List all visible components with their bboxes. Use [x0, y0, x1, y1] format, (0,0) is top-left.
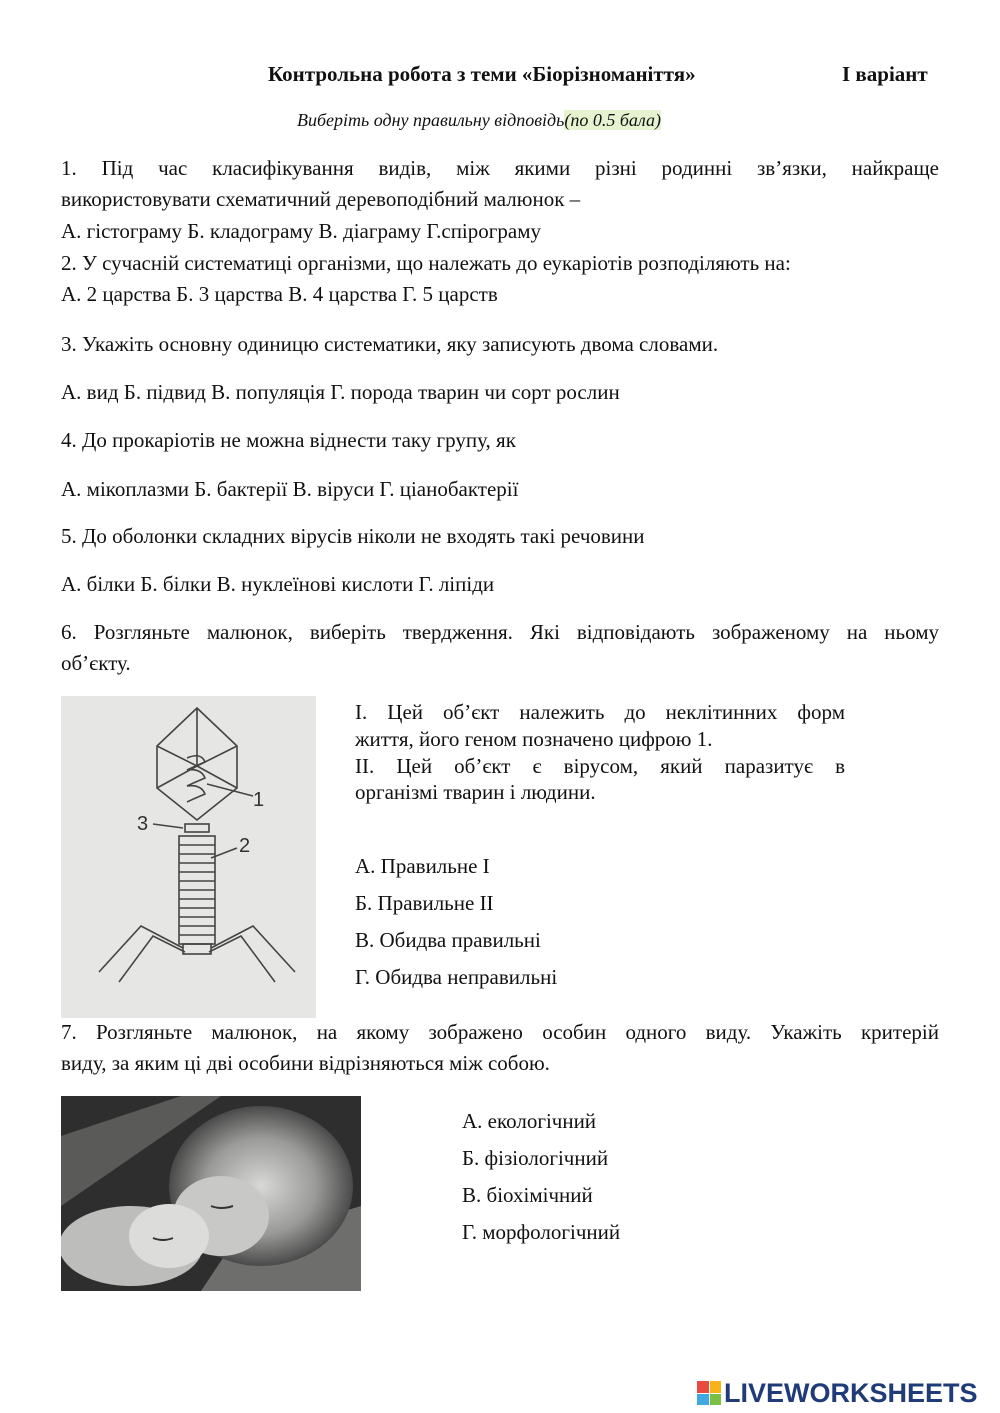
q1-line1: 1. Під час класифікування видів, між якими різні родинні зв’язки, найкраще	[61, 156, 939, 180]
brand-text: LIVEWORKSHEETS	[724, 1377, 978, 1408]
q7-option-c: В. біохімічний	[462, 1183, 593, 1207]
q4-options: А. мікоплазми Б. бактерії В. віруси Г. ціанобактерії	[61, 477, 519, 501]
lions-drawing	[61, 1096, 361, 1291]
q7-option-b: Б. фізіологічний	[462, 1146, 609, 1170]
q6-option-b: Б. Правильне ІІ	[355, 891, 494, 915]
lions-photo	[61, 1096, 361, 1291]
q6-statement2-line1: ІІ. Цей об’єкт є вірусом, який паразитує в	[355, 754, 845, 778]
q6-statement1-line2: життя, його геном позначено цифрою 1.	[355, 727, 713, 751]
label-3: 3	[137, 813, 149, 835]
q3-options: А. вид Б. підвид В. популяція Г. порода тварин чи сорт рослин	[61, 380, 620, 404]
q7-line2: виду, за яким ці дві особини відрізняються між собою.	[61, 1051, 550, 1075]
q6-statement2-line2: організмі тварин і людини.	[355, 780, 596, 804]
q2-options: А. 2 царства Б. 3 царства В. 4 царства Г. 5 царств	[61, 282, 498, 306]
phage-tail	[179, 836, 215, 944]
q6-option-d: Г. Обидва неправильні	[355, 965, 558, 989]
q1-line2: використовувати схематичний деревоподібний малюнок –	[61, 187, 581, 211]
brand-icon	[697, 1381, 721, 1405]
label-1: 1	[253, 789, 265, 811]
q7-option-d: Г. морфологічний	[462, 1220, 621, 1244]
q5-options: А. білки Б. білки В. нуклеїнові кислоти Г. ліпіди	[61, 572, 495, 596]
bacteriophage-figure	[61, 696, 316, 1018]
variant-label: І варіант	[842, 62, 928, 86]
instruction-text: Виберіть одну правильну відповідь	[297, 110, 565, 130]
q6-statement1-line1: І. Цей об’єкт належить до неклітинних форм	[355, 700, 845, 724]
phage-collar	[185, 824, 209, 832]
worksheet-title: Контрольна робота з теми «Біорізноманіття»	[268, 62, 696, 86]
q6-line1: 6. Розгляньте малюнок, виберіть твердження. Які відповідають зображеному на ньому	[61, 620, 939, 644]
points-note: (по 0.5 бала)	[564, 110, 661, 130]
bacteriophage-drawing	[61, 696, 316, 1018]
q7-option-a: А. екологічний	[462, 1109, 597, 1133]
q7-line1: 7. Розгляньте малюнок, на якому зображено особин одного виду. Укажіть критерій	[61, 1020, 939, 1044]
q6-option-c: В. Обидва правильні	[355, 928, 541, 952]
q4-text: 4. До прокаріотів не можна віднести таку групу, як	[61, 428, 516, 452]
q6-option-a: А. Правильне І	[355, 854, 490, 878]
liveworksheets-logo	[697, 1376, 978, 1410]
label-2: 2	[239, 835, 251, 857]
q1-options: А. гістограму Б. кладограму В. діаграму Г.спірограму	[61, 219, 541, 243]
instruction	[297, 110, 661, 131]
q6-line2: об’єкту.	[61, 651, 131, 675]
q3-text: 3. Укажіть основну одиницю систематики, яку записують двома словами.	[61, 332, 719, 356]
q2-line1: 2. У сучасній систематиці організми, що належать до еукаріотів розподіляють на:	[61, 251, 791, 275]
q5-text: 5. До оболонки складних вірусів ніколи не входять такі речовини	[61, 524, 645, 548]
